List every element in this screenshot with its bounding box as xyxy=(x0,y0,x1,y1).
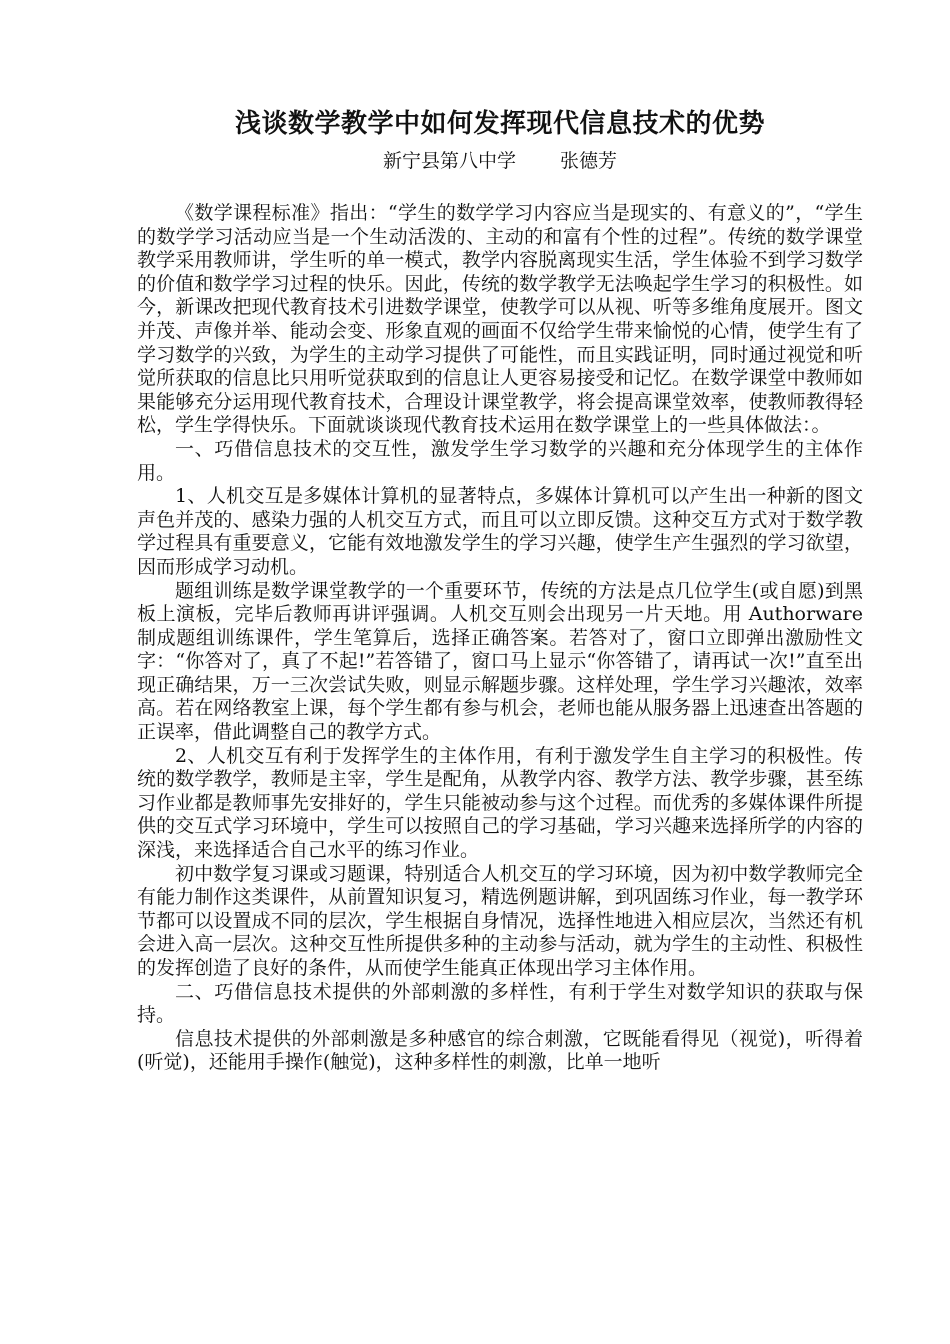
document-title: 浅谈数学教学中如何发挥现代信息技术的优势 xyxy=(234,109,765,139)
author-name: 张德芳 xyxy=(560,150,618,172)
byline xyxy=(137,146,863,176)
document-page xyxy=(137,104,863,1075)
document-body xyxy=(137,202,863,1075)
paragraph: 1、人机交互是多媒体计算机的显著特点，多媒体计算机可以产生出一种新的图文声色并茂的、感染力强的人机交互方式，而且可以立即反馈。这种交互方式对于数学教学过程具有重要意义，它能有效地激发学生的学习兴趣，使学生产生强烈的学习欲望，因而形成学习动机。 xyxy=(137,485,863,578)
paragraph: 初中数学复习课或习题课，特别适合人机交互的学习环境，因为初中数学教师完全有能力制作这类课件，从前置知识复习，精选例题讲解，到巩固练习作业，每一教学环节都可以设置成不同的层次，学生根据自身情况，选择性地进入相应层次，当然还有机会进入高一层次。这种交互性所提供多种的主动参与活动，就为学生的主动性、积极性的发挥创造了良好的条件，从而使学生能真正体现出学习主体作用。 xyxy=(137,862,863,979)
paragraph: 《数学课程标准》指出：“学生的数学学习内容应当是现实的、有意义的”，“学生的数学学习活动应当是一个生动活泼的、主动的和富有个性的过程”。传统的数学课堂教学采用教师讲，学生听的单一模式，教学内容脱离现实生活，学生体验不到学习数学的价值和数学学习过程的快乐。因此，传统的数学教学无法唤起学生学习的积极性。如今，新课改把现代教育技术引进数学课堂，使教学可以从视、听等多维角度展开。图文并茂、声像并举、能动会变、形象直观的画面不仅给学生带来愉悦的心情，使学生有了学习数学的兴致，为学生的主动学习提供了可能性，而且实践证明，同时通过视觉和听觉所获取的信息比只用听觉获取到的信息让人更容易接受和记忆。在数学课堂中教师如果能够充分运用现代教育技术，合理设计课堂教学，将会提高课堂效率，使教师教得轻松，学生学得快乐。下面就谈谈现代教育技术运用在数学课堂上的一些具体做法：。 xyxy=(137,202,863,437)
section-heading: 一、巧借信息技术的交互性，激发学生学习数学的兴趣和充分体现学生的主体作用。 xyxy=(137,437,863,484)
paragraph: 信息技术提供的外部刺激是多种感官的综合刺激，它既能看得见（视觉)，听得着(听觉)，还能用手操作(触觉)，这种多样性的刺激，比单一地听 xyxy=(137,1027,863,1074)
school-name: 新宁县第八中学 xyxy=(382,150,516,172)
paragraph: 2、人机交互有利于发挥学生的主体作用，有利于激发学生自主学习的积极性。传统的数学教学，教师是主宰，学生是配角，从教学内容、教学方法、教学步骤，甚至练习作业都是教师事先安排好的，学生只能被动参与这个过程。而优秀的多媒体课件所提供的交互式学习环境中，学生可以按照自己的学习基础，学习兴趣来选择所学的内容的深浅，来选择适合自己水平的练习作业。 xyxy=(137,744,863,862)
paragraph: 题组训练是数学课堂教学的一个重要环节，传统的方法是点几位学生(或自愿)到黑板上演板，完毕后教师再讲评强调。人机交互则会出现另一片天地。用 Authorware 制成题组训练课件，学生笔算后，选择正确答案。若答对了，窗口立即弹出激励性文字：“你答对了，真了不起!”若答错了，窗口马上显示“你答错了，请再试一次!”直至出现正确结果，万一三次尝试失败，则显示解题步骤。这样处理，学生学习兴趣浓，效率高。若在网络教室上课，每个学生都有参与机会，老师也能从服务器上迅速查出答题的正误率，借此调整自己的教学方式。 xyxy=(137,579,863,744)
section-heading: 二、巧借信息技术提供的外部刺激的多样性，有利于学生对数学知识的获取与保持。 xyxy=(137,980,863,1027)
